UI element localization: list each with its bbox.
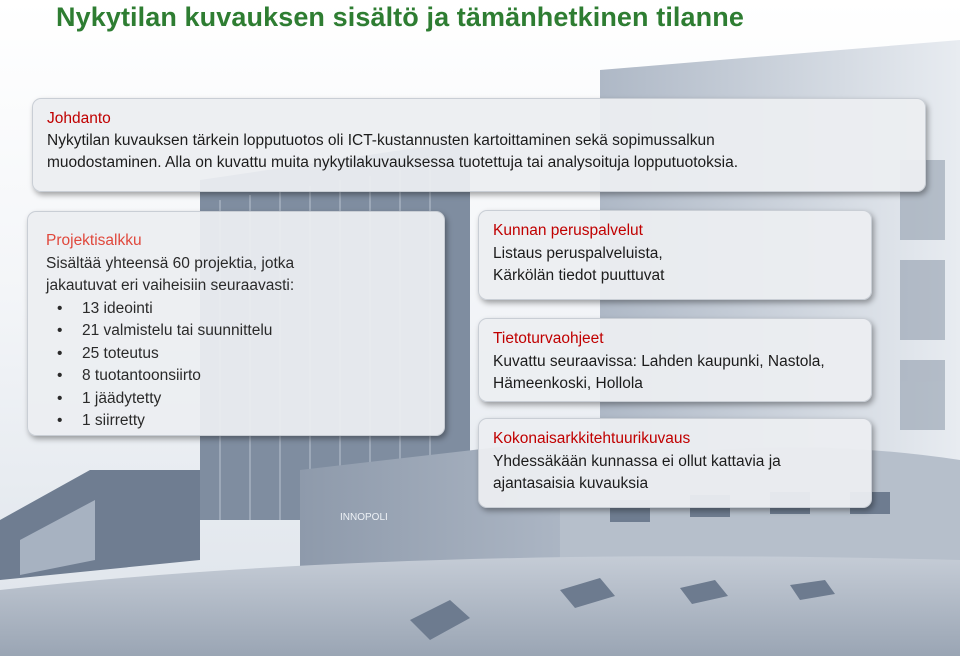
intro-line-2: muodostaminen. Alla on kuvattu muita nykytilakuvauksessa tuotettuja tai analysoituja lopputuotoksia. (47, 154, 739, 171)
list-item: • 1 jäädytetty (56, 388, 444, 411)
list-item: • 8 tuotantoonsiirto (56, 365, 444, 388)
kokonaisarkkitehtuurikuvaus-line-1: Yhdessäkään kunnassa ei ollut kattavia ja (493, 452, 781, 470)
page-title: Nykytilan kuvauksen sisältö ja tämänhetkinen tilanne (56, 2, 744, 32)
tietoturvaohjeet-line-1: Kuvattu seuraavissa: Lahden kaupunki, Nastola, (493, 352, 825, 370)
list-item: • 25 toteutus (56, 343, 444, 366)
kunnan-peruspalvelut-heading: Kunnan peruspalvelut (493, 222, 643, 239)
intro-box (32, 98, 926, 192)
kokonaisarkkitehtuurikuvaus-box (478, 418, 872, 508)
kunnan-peruspalvelut-line-1: Listaus peruspalveluista, (493, 244, 663, 262)
tietoturvaohjeet-line-2: Hämeenkoski, Hollola (493, 375, 643, 392)
tietoturvaohjeet-heading: Tietoturvaohjeet (493, 330, 604, 347)
projektisalkku-line-2: jakautuvat eri vaiheisiin seuraavasti: (46, 277, 295, 294)
projektisalkku-line-1: Sisältää yhteensä 60 projektia, jotka (46, 254, 295, 272)
kokonaisarkkitehtuurikuvaus-heading: Kokonaisarkkitehtuurikuvaus (493, 430, 691, 447)
intro-heading: Johdanto (47, 110, 111, 127)
project-phase-list (46, 298, 444, 433)
list-item: • 21 valmistelu tai suunnittelu (56, 320, 444, 343)
list-item: • 1 siirretty (56, 410, 444, 433)
kunnan-peruspalvelut-box (478, 210, 872, 300)
kunnan-peruspalvelut-line-2: Kärkölän tiedot puuttuvat (493, 267, 665, 284)
tietoturvaohjeet-box (478, 318, 872, 402)
intro-line-1: Nykytilan kuvauksen tärkein lopputuotos oli ICT-kustannusten kartoittaminen sekä sopimussalkun (47, 132, 715, 149)
kokonaisarkkitehtuurikuvaus-line-2: ajantasaisia kuvauksia (493, 475, 649, 492)
list-item: • 13 ideointi (56, 298, 444, 321)
projektisalkku-box (27, 211, 445, 436)
projektisalkku-heading: Projektisalkku (46, 232, 142, 249)
building-sign: INNOPOLI (340, 512, 388, 523)
